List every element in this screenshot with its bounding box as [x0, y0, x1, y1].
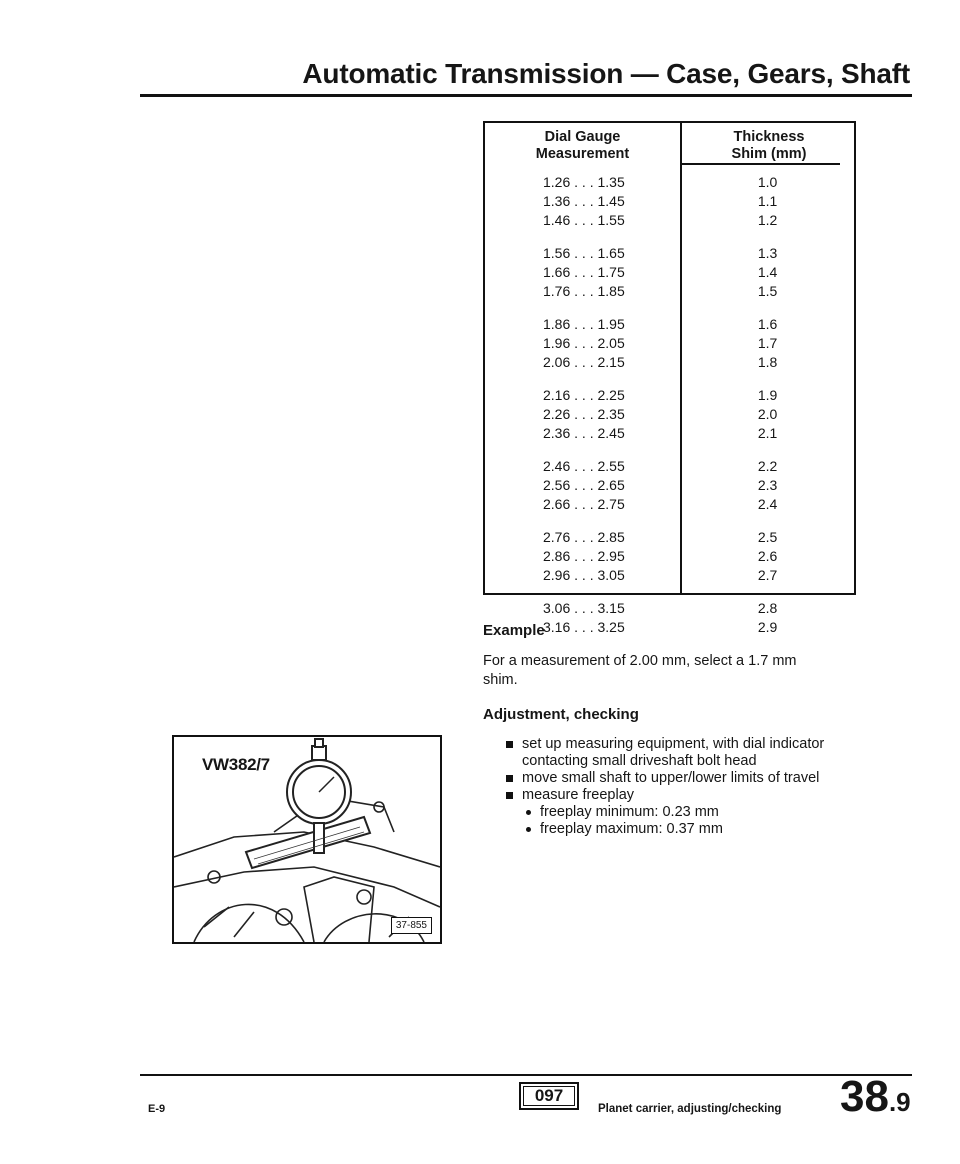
table-row-group — [485, 457, 854, 514]
shim-cell: 2.8 — [757, 600, 778, 616]
table-row — [485, 282, 854, 301]
table-row — [485, 599, 854, 618]
header-underline — [682, 163, 840, 165]
table-row — [485, 353, 854, 372]
measurement-cell: 1.56 . . . 1.65 — [543, 245, 625, 261]
sub-list-item: freeplay maximum: 0.37 mm — [506, 821, 826, 838]
tool-label: VW382/7 — [202, 755, 270, 774]
measurement-cell: 2.16 . . . 2.25 — [543, 387, 625, 403]
example-heading: Example — [483, 622, 545, 639]
procedure-list — [506, 736, 826, 838]
table-row — [485, 315, 854, 334]
shim-cell: 2.6 — [757, 548, 778, 564]
measurement-cell: 3.06 . . . 3.15 — [543, 600, 625, 616]
shim-cell: 2.5 — [757, 529, 778, 545]
shim-cell: 1.6 — [757, 316, 778, 332]
shim-cell: 1.1 — [757, 193, 778, 209]
shim-cell: 2.9 — [757, 619, 778, 635]
header-rule — [140, 94, 912, 97]
table-row-group — [485, 173, 854, 230]
measurement-cell: 1.46 . . . 1.55 — [543, 212, 625, 228]
shim-cell: 1.5 — [757, 283, 778, 299]
table-row — [485, 386, 854, 405]
shim-cell: 1.2 — [757, 212, 778, 228]
table-body — [485, 173, 854, 651]
dial-indicator-illustration — [172, 735, 442, 944]
footer-caption: Planet carrier, adjusting/checking — [598, 1103, 782, 1115]
measurement-cell: 1.26 . . . 1.35 — [543, 174, 625, 190]
shim-cell: 1.0 — [757, 174, 778, 190]
measurement-cell: 1.66 . . . 1.75 — [543, 264, 625, 280]
list-item: move small shaft to upper/lower limits of travel — [506, 770, 826, 787]
table-row — [485, 457, 854, 476]
table-row — [485, 192, 854, 211]
shim-cell: 2.3 — [757, 477, 778, 493]
measurement-cell: 2.56 . . . 2.65 — [543, 477, 625, 493]
table-row-group — [485, 315, 854, 372]
table-row — [485, 528, 854, 547]
measurement-cell: 2.26 . . . 2.35 — [543, 406, 625, 422]
table-row-group — [485, 528, 854, 585]
adjustment-heading: Adjustment, checking — [483, 706, 639, 723]
shim-cell: 2.2 — [757, 458, 778, 474]
measurement-cell: 2.76 . . . 2.85 — [543, 529, 625, 545]
shim-cell: 2.4 — [757, 496, 778, 512]
shim-cell: 1.7 — [757, 335, 778, 351]
table-row-group — [485, 386, 854, 443]
measurement-cell: 1.76 . . . 1.85 — [543, 283, 625, 299]
page-title: Automatic Transmission — Case, Gears, Shaft — [302, 58, 910, 89]
page-reference: E-9 — [148, 1103, 166, 1115]
table-row — [485, 566, 854, 585]
list-item: set up measuring equipment, with dial indicator contacting small driveshaft bolt head — [506, 736, 826, 770]
measurement-cell: 1.96 . . . 2.05 — [543, 335, 625, 351]
shim-cell: 1.4 — [757, 264, 778, 280]
footer-rule — [140, 1074, 912, 1076]
table-row — [485, 173, 854, 192]
shim-cell: 2.0 — [757, 406, 778, 422]
shim-cell: 1.8 — [757, 354, 778, 370]
shim-cell: 1.9 — [757, 387, 778, 403]
measurement-cell: 1.86 . . . 1.95 — [543, 316, 625, 332]
column-header-shim: Thickness Shim (mm) — [731, 129, 807, 162]
list-item: measure freeplay — [506, 787, 826, 804]
measurement-cell: 2.06 . . . 2.15 — [543, 354, 625, 370]
table-row — [485, 547, 854, 566]
table-row — [485, 263, 854, 282]
measurement-cell: 2.86 . . . 2.95 — [543, 548, 625, 564]
section-code-box: 097 — [519, 1082, 579, 1110]
table-row-group — [485, 244, 854, 301]
measurement-cell: 2.46 . . . 2.55 — [543, 458, 625, 474]
example-text: For a measurement of 2.00 mm, select a 1.7 mm shim. — [483, 653, 797, 688]
measurement-cell: 2.96 . . . 3.05 — [543, 567, 625, 583]
sub-list-item: freeplay minimum: 0.23 mm — [506, 804, 826, 821]
measurement-cell: 2.66 . . . 2.75 — [543, 496, 625, 512]
measurement-cell: 3.16 . . . 3.25 — [543, 619, 625, 635]
shim-cell: 2.7 — [757, 567, 778, 583]
table-row — [485, 405, 854, 424]
shim-cell: 1.3 — [757, 245, 778, 261]
measurement-cell: 2.36 . . . 2.45 — [543, 425, 625, 441]
table-row — [485, 424, 854, 443]
measurement-cell: 1.36 . . . 1.45 — [543, 193, 625, 209]
table-row — [485, 334, 854, 353]
page-number: 38.9 — [840, 1072, 911, 1121]
table-row — [485, 476, 854, 495]
table-row — [485, 211, 854, 230]
table-row — [485, 244, 854, 263]
column-header-measurement: Dial Gauge Measurement — [535, 129, 630, 162]
shim-cell: 2.1 — [757, 425, 778, 441]
table-row — [485, 495, 854, 514]
figure-code: 37-855 — [391, 917, 432, 934]
